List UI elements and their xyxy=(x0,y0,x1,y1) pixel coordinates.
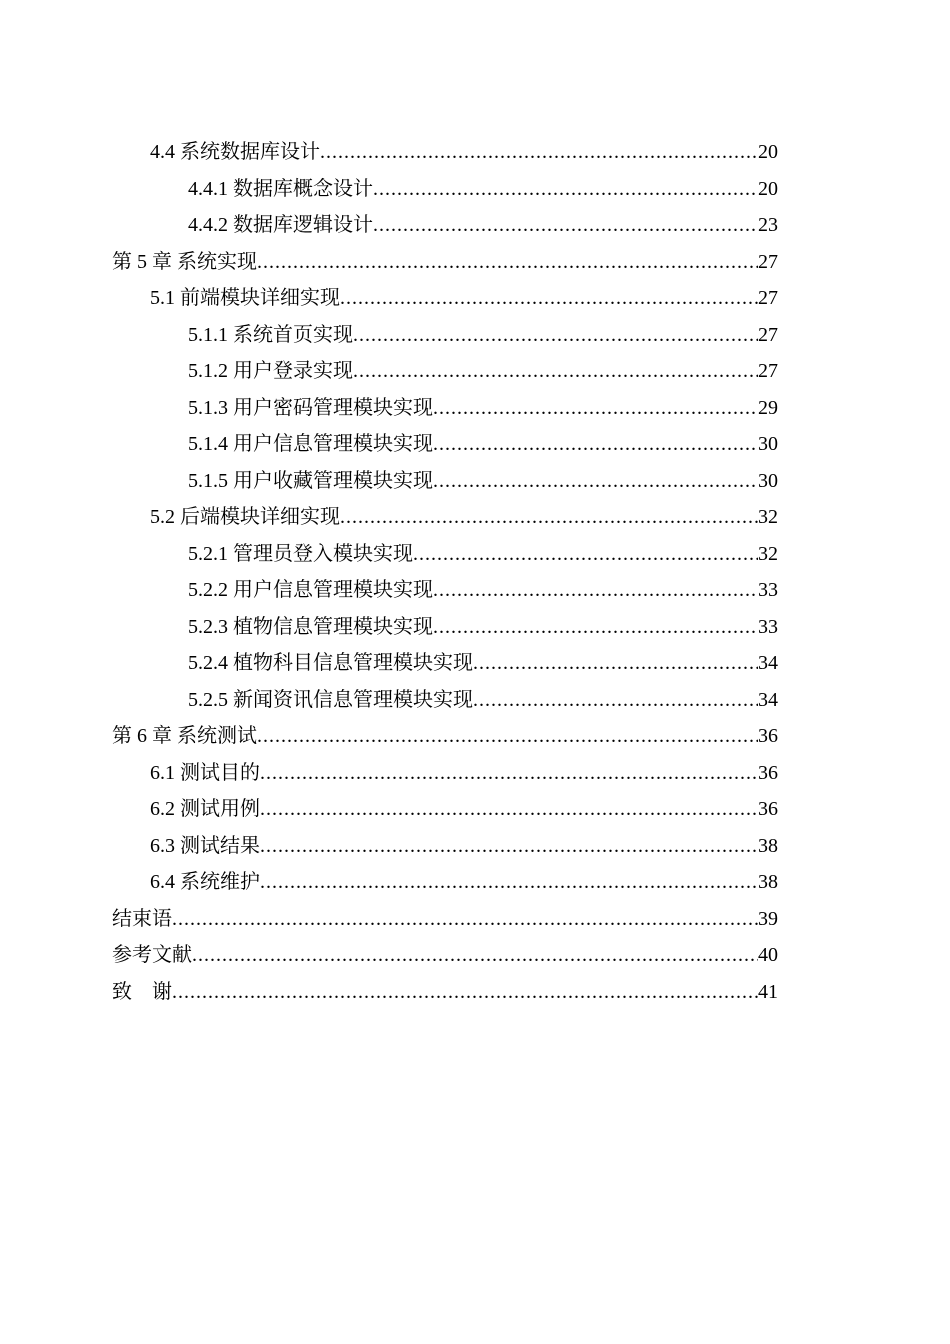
toc-entry-label: 4.4 系统数据库设计 xyxy=(150,141,320,163)
toc-page-number: 36 xyxy=(758,725,778,747)
toc-dot-leader xyxy=(172,901,758,938)
toc-entry-label: 5.1.1 系统首页实现 xyxy=(188,323,353,346)
toc-entry-label: 第 6 章 系统测试 xyxy=(112,725,257,747)
toc-entry[interactable] xyxy=(112,718,778,755)
toc-entry-label: 4.4.1 数据库概念设计 xyxy=(188,177,373,200)
toc-entry-label: 6.4 系统维护 xyxy=(150,871,260,893)
toc-entry[interactable] xyxy=(112,828,778,865)
toc-entry-label: 参考文献 xyxy=(112,944,192,966)
toc-entry-label: 5.1.3 用户密码管理模块实现 xyxy=(188,396,433,419)
toc-entry[interactable] xyxy=(112,755,778,792)
toc-entry-label: 结束语 xyxy=(112,907,172,930)
table-of-contents xyxy=(112,134,778,1010)
toc-page-number: 40 xyxy=(758,944,778,966)
toc-page-number: 27 xyxy=(758,287,778,309)
toc-page-number: 27 xyxy=(758,323,778,346)
toc-entry-label: 6.1 测试目的 xyxy=(150,761,260,784)
toc-entry-label: 5.1.2 用户登录实现 xyxy=(188,360,353,382)
toc-entry[interactable] xyxy=(112,791,778,828)
toc-entry[interactable] xyxy=(112,390,778,427)
toc-entry[interactable] xyxy=(112,317,778,354)
toc-entry-label: 致 谢 xyxy=(112,980,172,1003)
toc-entry[interactable] xyxy=(112,353,778,390)
toc-page-number: 30 xyxy=(758,469,778,492)
toc-dot-leader xyxy=(172,974,758,1011)
toc-page-number: 36 xyxy=(758,761,778,784)
toc-dot-leader xyxy=(473,645,758,682)
toc-page-number: 34 xyxy=(758,652,778,674)
toc-page-number: 38 xyxy=(758,871,778,893)
toc-page-number: 33 xyxy=(758,579,778,601)
toc-entry[interactable] xyxy=(112,572,778,609)
toc-entry[interactable] xyxy=(112,426,778,463)
toc-entry[interactable] xyxy=(112,974,778,1011)
toc-entry[interactable] xyxy=(112,645,778,682)
toc-page-number: 36 xyxy=(758,798,778,820)
toc-page-number: 27 xyxy=(758,250,778,273)
toc-entry-label: 5.2.1 管理员登入模块实现 xyxy=(188,542,413,565)
toc-dot-leader xyxy=(257,718,758,755)
toc-page-number: 30 xyxy=(758,433,778,455)
toc-page-number: 38 xyxy=(758,834,778,857)
toc-dot-leader xyxy=(320,134,758,171)
toc-dot-leader xyxy=(353,317,758,354)
toc-page-number: 20 xyxy=(758,177,778,200)
toc-dot-leader xyxy=(260,791,758,828)
toc-page-number: 41 xyxy=(758,980,778,1003)
toc-entry[interactable] xyxy=(112,463,778,500)
toc-entry[interactable] xyxy=(112,171,778,208)
toc-entry[interactable] xyxy=(112,536,778,573)
toc-dot-leader xyxy=(192,937,758,974)
toc-entry-label: 4.4.2 数据库逻辑设计 xyxy=(188,214,373,236)
toc-dot-leader xyxy=(260,755,758,792)
toc-dot-leader xyxy=(260,828,758,865)
toc-entry[interactable] xyxy=(112,499,778,536)
toc-entry-label: 5.1.5 用户收藏管理模块实现 xyxy=(188,469,433,492)
toc-dot-leader xyxy=(257,244,758,281)
toc-page-number: 34 xyxy=(758,688,778,711)
toc-entry[interactable] xyxy=(112,280,778,317)
toc-dot-leader xyxy=(433,609,758,646)
toc-entry-label: 5.2.5 新闻资讯信息管理模块实现 xyxy=(188,688,473,711)
toc-page-number: 20 xyxy=(758,141,778,163)
toc-dot-leader xyxy=(340,499,758,536)
toc-dot-leader xyxy=(473,682,758,719)
toc-dot-leader xyxy=(433,572,758,609)
toc-entry-label: 6.3 测试结果 xyxy=(150,834,260,857)
toc-entry[interactable] xyxy=(112,937,778,974)
toc-entry-label: 6.2 测试用例 xyxy=(150,798,260,820)
toc-dot-leader xyxy=(433,426,758,463)
toc-entry-label: 5.2.2 用户信息管理模块实现 xyxy=(188,579,433,601)
toc-page-number: 29 xyxy=(758,396,778,419)
toc-entry-label: 5.2 后端模块详细实现 xyxy=(150,506,340,528)
toc-entry[interactable] xyxy=(112,207,778,244)
toc-page-number: 39 xyxy=(758,907,778,930)
toc-entry-label: 第 5 章 系统实现 xyxy=(112,250,257,273)
toc-dot-leader xyxy=(413,536,758,573)
toc-dot-leader xyxy=(353,353,758,390)
toc-entry-label: 5.1.4 用户信息管理模块实现 xyxy=(188,433,433,455)
toc-page-number: 32 xyxy=(758,542,778,565)
toc-entry[interactable] xyxy=(112,134,778,171)
toc-page-number: 27 xyxy=(758,360,778,382)
toc-dot-leader xyxy=(340,280,758,317)
toc-page-number: 33 xyxy=(758,615,778,638)
toc-entry[interactable] xyxy=(112,244,778,281)
toc-entry[interactable] xyxy=(112,682,778,719)
toc-dot-leader xyxy=(373,171,758,208)
toc-dot-leader xyxy=(373,207,758,244)
toc-dot-leader xyxy=(260,864,758,901)
toc-entry[interactable] xyxy=(112,609,778,646)
toc-page-number: 32 xyxy=(758,506,778,528)
toc-page-number: 23 xyxy=(758,214,778,236)
toc-entry[interactable] xyxy=(112,901,778,938)
toc-dot-leader xyxy=(433,463,758,500)
toc-entry-label: 5.2.4 植物科目信息管理模块实现 xyxy=(188,652,473,674)
toc-entry-label: 5.2.3 植物信息管理模块实现 xyxy=(188,615,433,638)
toc-entry[interactable] xyxy=(112,864,778,901)
toc-entry-label: 5.1 前端模块详细实现 xyxy=(150,287,340,309)
toc-dot-leader xyxy=(433,390,758,427)
